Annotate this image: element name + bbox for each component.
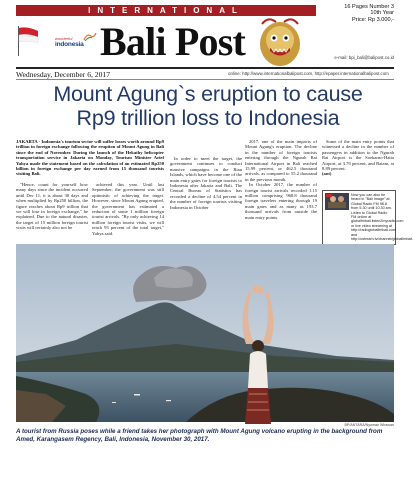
article-column-1 xyxy=(16,182,88,231)
indonesia-text: indonesia xyxy=(55,41,84,48)
mount-agung-photo xyxy=(16,244,394,422)
online-urls: online: http://www.internationalbalipost.com, http://epaper.internationalbalipost.com xyxy=(228,71,389,76)
price: Price: Rp 3.000,- xyxy=(352,16,394,23)
pages-number: 16 Pages Number 3 xyxy=(344,4,394,10)
article-column-2 xyxy=(92,182,164,236)
headline-line-2: Rp9 trillion loss to Indonesia xyxy=(76,106,340,130)
global-radio-ad[interactable] xyxy=(322,190,413,245)
column-4-text-b: In October 2017, the number of foreign tourist arrivals recorded 1.15 million comprising 968.8 thousand foreign travelers entering through 19 main gates and as many as 193.7 thousand arrivals from outside the main entry points. xyxy=(245,182,317,220)
year-number: 10th Year xyxy=(370,10,394,17)
swirl-icon xyxy=(83,32,97,42)
column-3-text: In order to meet the target, the government continues to conduct massive campaigns in the Riau Islands, which have become one of the main entry gates for foreign tourists to Indonesia after Jakarta and Bali. The Central Bureau of Statistics has recorded a decline of 4.54 percent in the number of foreign tourists visiting Indonesia in October xyxy=(170,156,242,210)
article-column-4 xyxy=(245,139,317,220)
radio-studio-image-icon xyxy=(325,193,349,210)
email-contact: e-mail: bpi_bali@balipost.co.id xyxy=(334,55,394,60)
article-column-3 xyxy=(170,156,242,210)
headline-line-1: Mount Agung`s eruption to cause xyxy=(53,82,363,106)
newspaper-title: Bali Post xyxy=(100,19,246,64)
international-banner: INTERNATIONAL xyxy=(16,5,316,16)
date-divider xyxy=(16,79,394,80)
column-1-text: "Hence, count for yourself how many days since the incident occurred until Dec 11, it is about 30 days and when multiplied by Rp250 billion, the figure reaches about Rp9 trillion that we will lose in foreign exchange," he explained. Due to the natural disaster, the target of 15 million foreign tourist visits will certainly also not be xyxy=(16,182,88,231)
indonesia-flag-icon xyxy=(17,26,39,56)
wonderful-indonesia-logo xyxy=(55,36,99,58)
photo-caption: A tourist from Russia poses while a friend takes her photograph with Mount Agung volcano erupting in the background from Amed, Karangasem Regency, Bali, Indonesia, November 30, 2017. xyxy=(16,428,383,443)
issue-date: Wednesday, December 6, 2017 xyxy=(16,70,110,79)
issue-info xyxy=(298,4,394,23)
masthead-divider xyxy=(16,67,394,69)
column-4-text-a: 2017, one of the main impacts of Mount Agung's eruption. The decline in the number of foreign tourists entering through the Ngurah Rai International Airport in Bali reached 15.99 percent, or 462.5 thousand arrivals, as compared to 55.2 thousand in the previous month. xyxy=(245,139,317,182)
column-2-text: achieved this year. Until last September, the government was still optimistic of achieving the target. However, since Mount Agung erupted, the government has estimated a reduction of some 1 million foreign tourist arrivals. "By only achieving 14 million foreign tourist visits, we will reach 93 percent of the total target," Yahya said. xyxy=(92,182,164,236)
column-5-tag: (ant) xyxy=(322,171,332,177)
column-5-text: Some of the main entry points that witnessed a decline in the number of passengers in addition to the Ngurah Rai Airport is the Soekarno-Hatta Airport, at 3.70 percent, and Batam, at 8.89 percent. xyxy=(322,139,394,172)
wonderful-text: wonderful xyxy=(55,36,73,41)
article-lead: JAKARTA - Indonesia's tourism sector will suffer losses worth around Rp9 trillion in foreign exchange following the eruption of Mount Agung in Bali since the end of November. During the launch of the Hekathy helicopter transportation service in Jakarta on Monday, Tourism Minister Arief Yahya made the statement based on the calculation of an estimated Rp250 billion in foreign exchange per day earned from 15 thousand tourists visiting Bali. xyxy=(16,139,164,177)
headline xyxy=(30,82,386,130)
photo-credit: BP/ANTARA/Nyoman Wirawan xyxy=(344,423,394,427)
article-column-5 xyxy=(322,139,394,177)
radio-ad-text: Now you can also be heard in "Bali Image" at Global Radio FM 98.8 from 5.30 until 10.30 am. Listen to Global Radio FM online at globalfmbali.listen2myradio.com or live video streaming at http://radioglobalfmbali.com and http://ustream.tv/channel/globalfmbali. xyxy=(351,193,413,242)
